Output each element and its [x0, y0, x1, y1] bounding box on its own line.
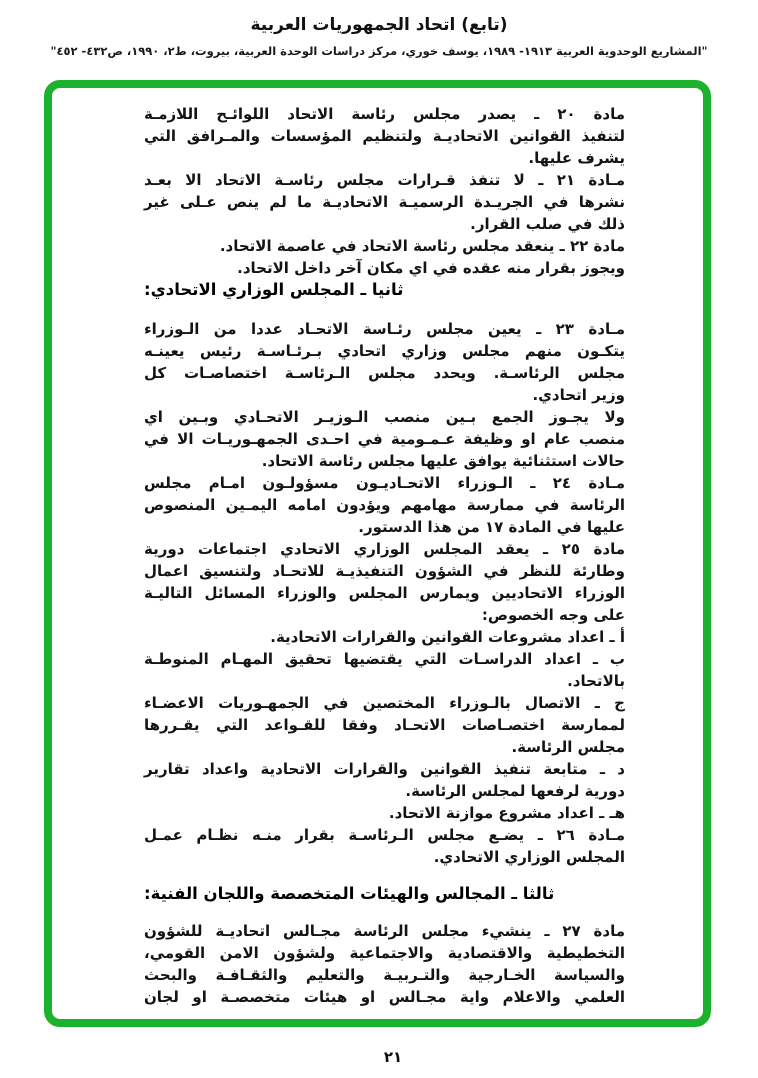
- text-line-article-27: مادة ٢٧ ـ ينشيء مجلس الرئاسة مجـالس اتحاديـة للشؤون: [144, 922, 625, 940]
- section-heading-section-third: ثالثا ـ المجالس والهيئات المتخصصة واللجان الفنية:: [144, 884, 555, 903]
- text-line-article-25: الوزراء الاتحاديين ويمارس المجلس والوزراء المسائل التاليـة: [144, 584, 625, 602]
- text-line-article-25: أ ـ اعداد مشروعات القوانين والقرارات الاتحادية.: [270, 628, 625, 646]
- text-line-article-26: مـادة ٢٦ ـ يضـع مجلس الـرئاسـة بقرار منـه نظـام عمـل: [144, 826, 625, 844]
- text-line-article-23: منصب عام او وظيفة عـمـومية في احـدى الجمهـوريـات الا في: [144, 430, 625, 448]
- text-line-article-25: ب ـ اعداد الدراسـات التي يقتضيها تحقيق المهـام المنوطـة: [144, 650, 625, 668]
- text-line-article-25: دورية لرفعها لمجلس الرئاسة.: [405, 782, 625, 800]
- text-line-article-25: مادة ٢٥ ـ يعقد المجلس الوزاري الاتحادي اجتماعات دورية: [144, 540, 625, 558]
- text-line-article-24: مـادة ٢٤ ـ الـوزراء الاتحـاديـون مسؤولـون امـام مجلس: [144, 474, 625, 492]
- text-line-article-25: هـ ـ اعداد مشروع موازنة الاتحاد.: [388, 804, 625, 822]
- text-line-article-21: مـادة ٢١ ـ لا تنفذ قـرارات مجلس رئاسـة الاتحاد الا بعـد: [144, 171, 626, 189]
- section-heading-section-second: ثانيا ـ المجلس الوزاري الاتحادي:: [144, 280, 404, 299]
- document-body: [144, 103, 625, 1008]
- text-line-article-27: والسياسة الخـارجية والتـربيـة والتعليم والثقـافـة والبحث: [144, 966, 625, 984]
- text-line-article-25: لممارسة اختصـاصات الاتحـاد وفقا للقـواعد التي يقـررها: [144, 716, 625, 734]
- text-line-article-21: نشرها في الجريـدة الرسميـة الاتحاديـة ما لم ينص عـلى غير: [144, 193, 625, 211]
- text-line-article-23: مـادة ٢٣ ـ يعين مجلس رئـاسة الاتحـاد عددا من الـوزراء: [144, 320, 625, 338]
- text-line-article-23: مجلس الرئاسـة. ويحدد مجلس الـرئاسـة اختصاصـات كل: [144, 364, 625, 382]
- page-title: (تابع) اتحاد الجمهوريات العربية: [250, 15, 508, 35]
- text-line-article-20: مادة ٢٠ ـ يصدر مجلس رئاسة الاتحاد اللوائـح اللازمـة: [144, 105, 625, 123]
- text-line-article-27: التخطيطية والاقتصادية والاجتماعية ولشؤون الامن القومي،: [144, 944, 625, 962]
- source-citation: "المشاريع الوحدوية العربية ١٩١٣- ١٩٨٩، يوسف خوري، مركز دراسات الوحدة العربية، بيروت، ط٢، ١٩٩٠، ص٤٣٢- ٤٥٢": [50, 44, 708, 58]
- text-line-article-24: عليها في المادة ١٧ من هذا الدستور.: [358, 518, 625, 536]
- text-line-article-22: ويجوز بقرار منه عقده في اي مكان آخر داخل الاتحاد.: [237, 259, 625, 277]
- text-line-article-24: الرئاسة في ممارسة مهامهم ويؤدون امامه اليمـين المنصوص: [144, 496, 625, 514]
- text-line-article-21: ذلك في صلب القرار.: [470, 215, 625, 233]
- text-line-article-23: يتكـون منهم مجلس وزاري اتحادي بـرئـاسـة رئيس يعينـه: [144, 342, 625, 360]
- text-line-article-25: مجلس الرئاسة.: [511, 738, 625, 756]
- text-line-article-25: د ـ متابعة تنفيذ القوانين والقرارات الاتحادية واعداد تقارير: [144, 760, 625, 778]
- text-line-article-23: وزير اتحادي.: [532, 386, 625, 404]
- text-line-article-27: العلمي والاعلام واية مجـالس او هيئات متخصصـة او لجان: [144, 988, 625, 1006]
- text-line-article-20: لتنفيذ القوانين الاتحاديـة ولتنظيم المؤسسات والمـرافق التي: [144, 127, 625, 145]
- text-line-article-20: يشرف عليها.: [528, 149, 625, 167]
- text-line-article-25: ج ـ الاتصال بالـوزراء المختصين في الجمهـوريات الاعضـاء: [144, 694, 625, 712]
- text-line-article-25: على وجه الخصوص:: [481, 606, 625, 624]
- text-line-article-23: ولا يجـوز الجمع بـين منصب الـوزيـر الاتحـادي وبـين اي: [144, 408, 625, 426]
- page-number: ٢١: [383, 1048, 403, 1066]
- text-line-article-22: مادة ٢٢ ـ ينعقد مجلس رئاسة الاتحاد في عاصمة الاتحاد.: [219, 237, 625, 255]
- text-line-article-25: وطارئة للنظر في الشؤون التنفيذيـة للاتحـاد ولتنسيق اعمال: [144, 562, 625, 580]
- text-line-article-23: حالات استثنائية يوافق عليها مجلس رئاسة الاتحاد.: [261, 452, 625, 470]
- page-header: [0, 0, 758, 58]
- text-line-article-25: بالاتحاد.: [567, 672, 625, 690]
- text-line-article-26: المجلس الوزاري الاتحادي.: [433, 848, 625, 866]
